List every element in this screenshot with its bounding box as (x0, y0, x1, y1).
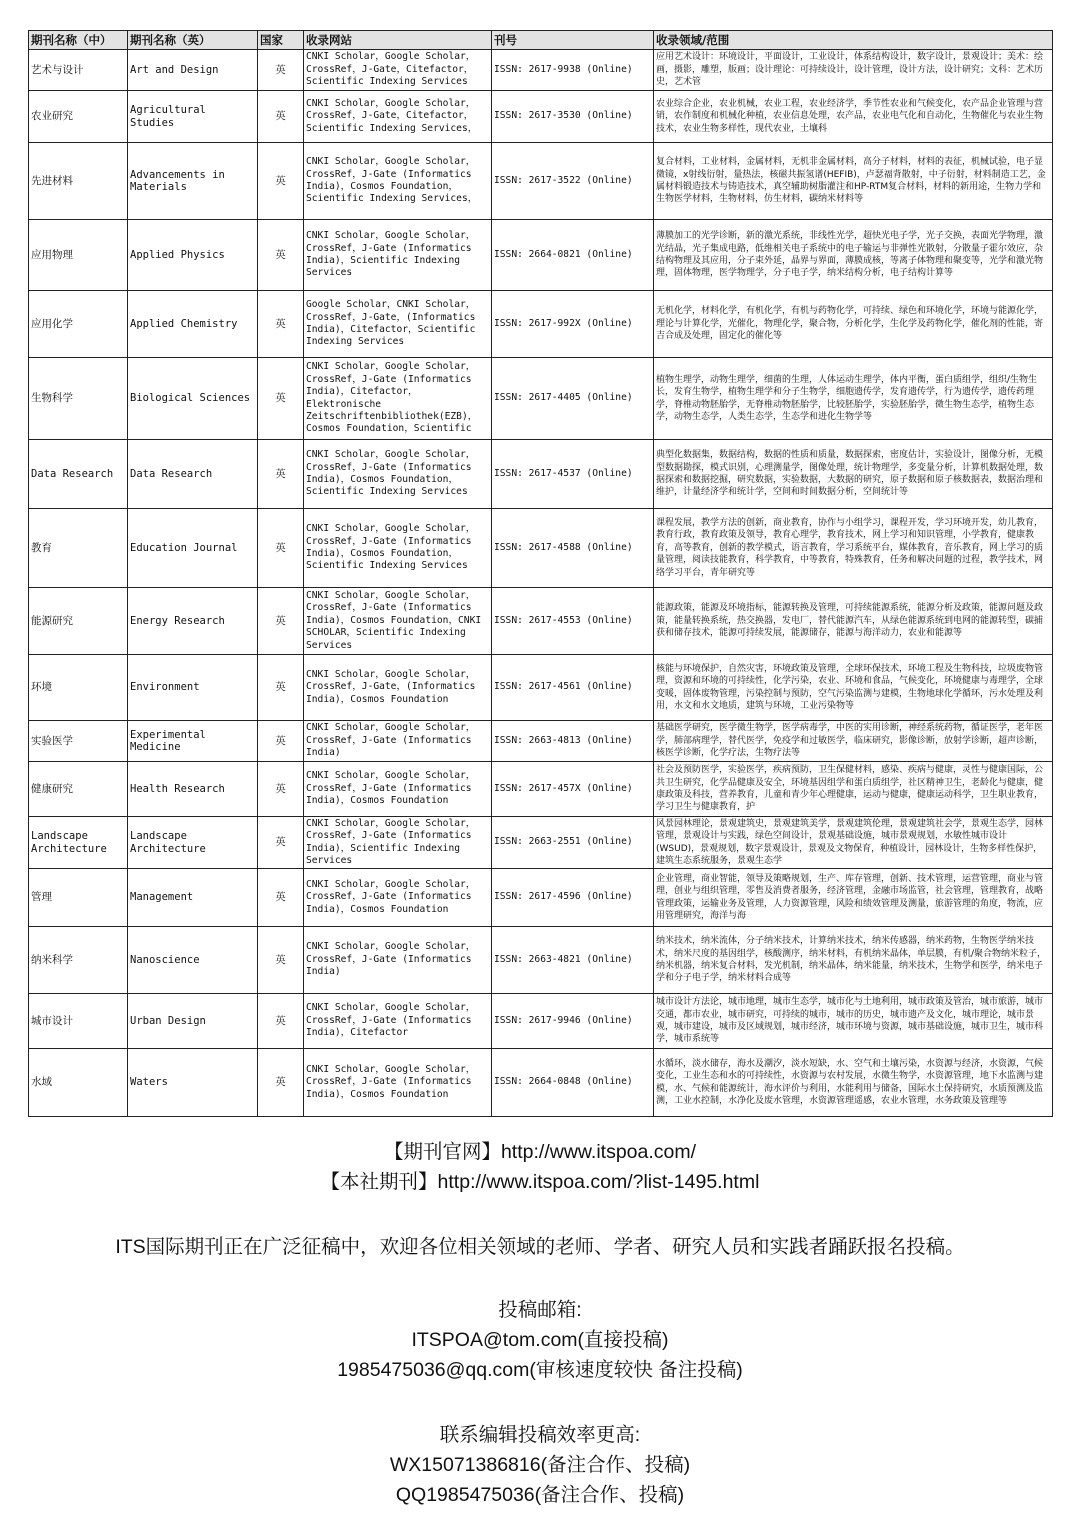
header-country: 国家 (258, 31, 304, 50)
cell-issn-text: ISSN: 2617-4537 (Online) (494, 467, 633, 479)
cell-scope (654, 762, 1053, 817)
cell-issn (492, 655, 654, 721)
cell-scope (654, 817, 1053, 869)
table-row (29, 817, 1053, 869)
footer-contact (0, 1420, 1080, 1510)
table-row (29, 869, 1053, 927)
cell-indexing-sites-text: CNKI Scholar，Google Scholar，CrossRef，J-Gate (Informatics India)，Scientific Indexing Services (306, 817, 476, 866)
cell-cn-name-text: 生物科学 (31, 392, 73, 405)
cell-country-text: 英 (275, 891, 286, 904)
cell-cn-name-text: 水域 (31, 1076, 52, 1089)
cell-indexing-sites (304, 817, 492, 869)
header-issn: 刊号 (492, 31, 654, 50)
cell-en-name (128, 50, 258, 91)
cell-indexing-sites (304, 762, 492, 817)
cell-cn-name-text: 能源研究 (31, 614, 73, 627)
cell-en-name-text: Energy Research (130, 614, 225, 627)
cell-country (258, 588, 304, 655)
cell-indexing-sites (304, 143, 492, 220)
cell-indexing-sites (304, 869, 492, 927)
cell-issn (492, 440, 654, 509)
cell-scope (654, 358, 1053, 440)
table-header-row (29, 31, 1053, 50)
cell-indexing-sites (304, 440, 492, 509)
cell-cn-name-text: 先进材料 (31, 174, 73, 187)
cell-indexing-sites (304, 509, 492, 588)
cell-scope (654, 994, 1053, 1049)
cell-cn-name (29, 588, 128, 655)
cell-indexing-sites-text: CNKI Scholar，Google Scholar，CrossRef，J-Gate (Informatics India) (306, 722, 476, 759)
cell-scope-text: 植物生理学，动物生理学，细菌的生理，人体运动生理学，体内平衡，蛋白质组学，组织/生物生长，发育生物学，植物生理学和分子生物学，细胞遗传学，发育遗传学，行为遗传学，遗传药理学，脊椎动物胚胎学，无脊椎动物胚胎学，比较胚胎学，实验胚胎学，微生物生态学，植物生态学，动物生态学，人类生态学，生态学和进化生物学等 (656, 374, 1038, 422)
cell-scope (654, 509, 1053, 588)
cell-scope (654, 440, 1053, 509)
cell-scope-text: 核能与环境保护，自然灾害，环境政策及管理，全球环保技术，环境工程及生物科技，垃圾废物管理，资源和环境的可持续性，化学污染，农业、环境和食品，气候变化，环境健康与毒理学，全球变暖，固体废物管理，污染控制与预防，空气污染监测与建模，生物地球化学循环，污水处理及利用，水文和水文地质，建筑与环境，工业污染物等 (656, 663, 1044, 711)
cell-country (258, 994, 304, 1049)
cell-cn-name-text: 环境 (31, 681, 52, 694)
cell-cn-name-text: Data Research (31, 467, 114, 480)
cell-indexing-sites-text: CNKI Scholar，Google Scholar，CrossRef，J-Gate (Informatics India)，Cosmos Foundation，CNKI SCHOLAR，Scientific Indexing Services (306, 589, 482, 651)
cell-en-name (128, 509, 258, 588)
cell-scope (654, 220, 1053, 291)
cell-indexing-sites (304, 994, 492, 1049)
cell-issn (492, 994, 654, 1049)
cell-country (258, 220, 304, 291)
cell-issn (492, 588, 654, 655)
cell-issn (492, 291, 654, 358)
cell-cn-name (29, 655, 128, 721)
table-row (29, 1049, 1053, 1117)
cell-indexing-sites (304, 291, 492, 358)
cell-scope-text: 企业管理，商业智能，领导及策略规划，生产、库存管理，创新、技术管理，运营管理，商业与管理，创业与组织管理，零售及消费者服务，经济管理，金融市场监管，社会管理，管理教育，战略管理政策，运输业务及管理，人力资源管理，风险和绩效管理及测量，旅游管理的角度，物流，应用管理研究，海洋与海 (656, 873, 1044, 921)
cell-scope (654, 291, 1053, 358)
cell-en-name (128, 1049, 258, 1117)
cell-scope (654, 91, 1053, 143)
cell-en-name (128, 994, 258, 1049)
cell-scope-text: 城市设计方法论，城市地理，城市生态学，城市化与土地利用，城市政策及管治，城市旅游，城市交通，都市农业，城市研究，可持续的城市，城市的历史，城市遗产及文化，城市理论，城市景观，城市建设，城市及区域规划，城市经济，城市环境与资源，城市基础设施，城市卫生，城市科学，城市系统等 (656, 997, 1044, 1045)
cell-indexing-sites-text: CNKI Scholar，Google Scholar，CrossRef，J-Gate (Informatics India)，Cosmos Foundation (306, 878, 476, 915)
cell-en-name-text: Biological Sciences (130, 392, 251, 405)
cell-scope-text: 典型化数据集，数据结构，数据的性质和质量，数据探索，密度估计，实验设计，图像分析，无模型数据勘探，模式识别，心理测量学，图像处理，统计物理学，多变量分析，计算机数据处理，数据探索和数据挖掘，研究数据，实验数据，大数据的研究，原子数据和原子核数据表，数据治理和维护，计量经济学和统计学，空间和时间数据分析，空间统计等 (656, 450, 1044, 498)
cell-country (258, 817, 304, 869)
cell-en-name-text: Landscape Architecture (130, 830, 206, 855)
cell-cn-name (29, 869, 128, 927)
cell-issn-text: ISSN: 2617-9946 (Online) (494, 1014, 633, 1026)
table-row (29, 50, 1053, 91)
cell-indexing-sites (304, 588, 492, 655)
table-row (29, 91, 1053, 143)
email-direct[interactable]: ITSPOA@tom.com(直接投稿) (411, 1329, 669, 1351)
cell-country-text: 英 (275, 953, 286, 966)
cell-country-text: 英 (275, 63, 286, 76)
contact-qq: QQ1985475036(备注合作、投稿) (395, 1484, 685, 1506)
cell-scope (654, 721, 1053, 762)
cell-indexing-sites-text: CNKI Scholar，Google Scholar，CrossRef，J-Gate，Citefactor，Scientific Indexing Services， (306, 97, 478, 134)
cell-issn-text: ISSN: 2617-3522 (Online) (494, 174, 633, 186)
cell-country-text: 英 (275, 614, 286, 627)
table-row (29, 143, 1053, 220)
cell-country (258, 721, 304, 762)
cell-country (258, 655, 304, 721)
cell-issn-text: ISSN: 2617-4588 (Online) (494, 541, 633, 553)
cell-en-name-text: Experimental Medicine (130, 728, 206, 753)
cell-country-text: 英 (275, 681, 286, 694)
cell-issn-text: ISSN: 2663-2551 (Online) (494, 836, 633, 848)
cell-cn-name-text: 城市设计 (31, 1014, 73, 1027)
table-row (29, 994, 1053, 1049)
official-site-link[interactable]: 【期刊官网】http://www.itspoa.com/ (383, 1141, 697, 1163)
cell-issn-text: ISSN: 2617-4553 (Online) (494, 614, 633, 626)
footer-email (0, 1295, 1080, 1385)
cell-en-name-text: Education Journal (130, 541, 238, 554)
table-row (29, 762, 1053, 817)
cell-country (258, 1049, 304, 1117)
cell-issn-text: ISSN: 2617-992X (Online) (494, 317, 633, 329)
cell-en-name (128, 440, 258, 509)
header-scope: 收录领域/范围 (654, 31, 1053, 50)
cell-indexing-sites (304, 927, 492, 994)
invitation-text: ITS国际期刊正在广泛征稿中，欢迎各位相关领域的老师、学者、研究人员和实践者踊跃报名投稿。 (115, 1236, 965, 1258)
cell-country (258, 869, 304, 927)
footer-invitation (0, 1232, 1080, 1262)
cell-cn-name (29, 762, 128, 817)
cell-issn (492, 721, 654, 762)
header-en-name: 期刊名称（英） (128, 31, 258, 50)
cell-country-text: 英 (275, 248, 286, 261)
cell-scope-text: 基础医学研究，医学微生物学，医学病毒学，中医的实用诊断，神经系统药物，循证医学，老年医学，肺部病理学，替代医学，免疫学和过敏医学，临床研究，影像诊断，放射学诊断，超声诊断，核医学诊断，化学疗法，生物疗法等 (656, 723, 1044, 759)
cell-cn-name-text: Landscape Architecture (31, 830, 107, 855)
cell-scope (654, 655, 1053, 721)
cell-scope (654, 1049, 1053, 1117)
cell-country-text: 英 (275, 317, 286, 330)
cell-indexing-sites (304, 721, 492, 762)
cell-en-name (128, 869, 258, 927)
cell-en-name-text: Nanoscience (130, 953, 200, 966)
cell-scope-text: 无机化学，材料化学，有机化学，有机与药物化学，可持续、绿色和环境化学，环境与能源化学，理论与计算化学，光催化，物理化学，聚合物，分析化学，生化学及药物化学，催化剂的性能，寄吉合成及处理，固定化的催化等 (656, 306, 1044, 342)
cell-issn (492, 817, 654, 869)
cell-country-text: 英 (275, 467, 286, 480)
cell-country-text: 英 (275, 734, 286, 747)
cell-country-text: 英 (275, 1014, 286, 1027)
cell-scope-text: 社会及预防医学，实验医学，疾病预防，卫生保健材料，感染、疾病与健康，灵性与健康国际，公共卫生研究，化学品健康及安全，环境基因组学和蛋白质组学，社区精神卫生，老龄化与健康，健康政策及科技，营养教育，儿童和青少年心理健康，运动与健康，健康运动科学，卫生职业教育，学习卫生与健康教育，护 (656, 765, 1044, 813)
cell-indexing-sites-text: CNKI Scholar，Google Scholar，CrossRef，J-Gate (Informatics India) (306, 941, 476, 978)
cell-cn-name (29, 817, 128, 869)
cell-en-name (128, 721, 258, 762)
cell-issn-text: ISSN: 2617-4405 (Online) (494, 392, 633, 404)
cell-issn-text: ISSN: 2617-457X (Online) (494, 782, 633, 794)
cell-issn (492, 509, 654, 588)
cell-scope (654, 869, 1053, 927)
cell-en-name (128, 588, 258, 655)
cell-scope (654, 50, 1053, 91)
cell-en-name-text: Management (130, 891, 194, 904)
cell-cn-name-text: 健康研究 (31, 782, 73, 795)
cell-en-name-text: Environment (130, 681, 200, 694)
cell-country-text: 英 (275, 392, 286, 405)
cell-country-text: 英 (275, 541, 286, 554)
cell-cn-name-text: 应用化学 (31, 317, 73, 330)
cell-indexing-sites (304, 50, 492, 91)
cell-en-name-text: Advancements in Materials (130, 168, 225, 193)
cell-indexing-sites-text: CNKI Scholar，Google Scholar，CrossRef，J-Gate (Informatics India)，Citefactor，Elektronische Zeitschriftenbibliothek(EZB)，Cosmos Foundation，Scientific (306, 361, 478, 435)
cell-scope-text: 风景园林理论，景观建筑史，景观建筑美学，景观建筑伦理，景观建筑社会学，景观生态学，园林管理，景观设计与实践，绿色空间设计，景观基础设施，城市景观规划，水敏性城市设计(WSUD)，景观规划，数字景观设计，景观及文物保育，种植设计，园林设计，生物多样性保护，建筑生态系统服务，景观生态学 (656, 818, 1044, 866)
header-cn-name: 期刊名称（中） (29, 31, 128, 50)
cell-scope-text: 能源政策，能源及环境指标，能源转换及管理，可持续能源系统，能源分析及政策，能源问题及政策，能量转换系统，热交换器，发电厂，替代能源汽车，从绿色能源系统到电网的能源转型，碳捕获和储存技术，能源可持续发展，能源储存，能源与海洋动力，农业和能源等 (656, 603, 1044, 639)
cell-issn (492, 869, 654, 927)
cell-cn-name (29, 994, 128, 1049)
cell-country (258, 509, 304, 588)
table-row (29, 220, 1053, 291)
cell-country (258, 91, 304, 143)
cell-en-name-text: Waters (130, 1076, 168, 1089)
cell-indexing-sites (304, 91, 492, 143)
email-title: 投稿邮箱: (498, 1299, 582, 1321)
cell-indexing-sites-text: CNKI Scholar，Google Scholar，CrossRef，J-Gate (Informatics India)，Cosmos Foundation，Scientific Indexing Services (306, 449, 476, 498)
journal-table-container (28, 30, 1052, 1117)
cell-indexing-sites (304, 1049, 492, 1117)
cell-country-text: 英 (275, 110, 286, 123)
cell-indexing-sites-text: CNKI Scholar，Google Scholar，CrossRef，J-Gate，Citefactor，Scientific Indexing Services (306, 51, 476, 88)
cell-issn (492, 358, 654, 440)
cell-en-name-text: Agricultural Studies (130, 104, 206, 129)
press-journals-link[interactable]: 【本社期刊】http://www.itspoa.com/?list-1495.html (320, 1171, 760, 1193)
cell-indexing-sites (304, 655, 492, 721)
cell-en-name (128, 762, 258, 817)
cell-scope-text: 纳米技术，纳米流体，分子纳米技术，计算纳米技术，纳米传感器，纳米药物，生物医学纳米技术，纳米尺度的基因组学，核酸测序，纳米材料，有机纳米晶体，单层膜，有机/聚合物纳米粒子，纳米机器，纳米复合材料，发光机制，纳米晶体，纳米能量，纳米技术，生物学和医学，纳米电子学和分子电子学，纳米材料合成等 (656, 936, 1047, 984)
cell-cn-name-text: 实验医学 (31, 734, 73, 747)
cell-scope-text: 复合材料，工业材料，金属材料，无机非金属材料，高分子材料，材料的表征，机械试验，电子显微镜，x射线衍射，量热法，核磁共振氢谱(HEFIB)，卢瑟福背散射，中子衍射，材料制造工艺，金属材料锻造技术与铸造技术，真空辅助树脂灌注和HP-RTM复合材料，材料的新用途，生物力学和生物医学材料，生物材料，仿生材料，碳纳米材料等 (656, 157, 1046, 205)
cell-country-text: 英 (275, 1076, 286, 1089)
cell-scope-text: 农业综合企业，农业机械，农业工程，农业经济学，季节性农业和气候变化，农产品企业管理与营销，农作制度和机械化种植，农业信息处理，农产品，农业电气化和自动化，生物催化与农业生物技术，农业生物多样性，现代农业，土壤科 (656, 98, 1044, 134)
table-row (29, 655, 1053, 721)
cell-issn-text: ISSN: 2664-0848 (Online) (494, 1076, 633, 1088)
cell-indexing-sites (304, 220, 492, 291)
cell-en-name-text: Data Research (130, 467, 213, 480)
cell-en-name (128, 143, 258, 220)
cell-issn-text: ISSN: 2617-9938 (Online) (494, 63, 633, 75)
cell-scope (654, 588, 1053, 655)
cell-country (258, 927, 304, 994)
cell-scope (654, 927, 1053, 994)
cell-issn-text: ISSN: 2617-4561 (Online) (494, 681, 633, 693)
cell-issn (492, 91, 654, 143)
table-row (29, 440, 1053, 509)
cell-cn-name (29, 509, 128, 588)
cell-country-text: 英 (275, 782, 286, 795)
cell-indexing-sites-text: CNKI Scholar，Google Scholar，CrossRef，J-Gate (Informatics India)，Cosmos Foundation (306, 1063, 476, 1100)
contact-title: 联系编辑投稿效率更高: (439, 1424, 641, 1446)
cell-indexing-sites-text: CNKI Scholar，Google Scholar，CrossRef，J-Gate (Informatics India)，Cosmos Foundation (306, 770, 476, 807)
cell-en-name-text: Applied Chemistry (130, 317, 238, 330)
cell-en-name (128, 927, 258, 994)
cell-cn-name-text: 教育 (31, 541, 52, 554)
cell-issn (492, 927, 654, 994)
cell-en-name (128, 817, 258, 869)
cell-cn-name-text: 应用物理 (31, 248, 73, 261)
cell-issn (492, 143, 654, 220)
cell-cn-name-text: 艺术与设计 (31, 63, 84, 76)
cell-cn-name-text: 农业研究 (31, 110, 73, 123)
cell-issn (492, 220, 654, 291)
cell-cn-name (29, 1049, 128, 1117)
cell-en-name-text: Applied Physics (130, 248, 225, 261)
cell-indexing-sites-text: CNKI Scholar，Google Scholar，CrossRef，J-Gate (Informatics India)，Citefactor (306, 1002, 476, 1039)
journal-table-body (29, 50, 1053, 1117)
email-qq[interactable]: 1985475036@qq.com(审核速度较快 备注投稿) (337, 1359, 743, 1381)
cell-cn-name-text: 管理 (31, 891, 52, 904)
table-row (29, 509, 1053, 588)
cell-cn-name-text: 纳米科学 (31, 953, 73, 966)
cell-en-name (128, 91, 258, 143)
cell-country-text: 英 (275, 836, 286, 849)
cell-country (258, 762, 304, 817)
cell-scope-text: 水循环，淡水储存，海水及潮汐，淡水短缺，水、空气和土壤污染，水资源与经济，水资源，气候变化，工业生态和水的可持续性，水资源与农村发展，水微生物学，水资源管理，地下水监测与建模，水、气候和能源统计，海水评价与利用，水能利用与储备，国际水土保持研究，水质预测及监测，工业水控制，水净化及废水管理，水资源管理遥感，农业水管理，水务政策及管理等 (656, 1058, 1044, 1106)
cell-country (258, 143, 304, 220)
cell-issn (492, 762, 654, 817)
cell-en-name (128, 220, 258, 291)
cell-issn (492, 50, 654, 91)
cell-en-name-text: Urban Design (130, 1014, 206, 1027)
cell-scope-text: 课程发展，教学方法的创新，商业教育，协作与小组学习，课程开发，学习环境开发，幼儿教育，教育行政，教育政策及领导，教育心理学，教育技术，网上学习和知识管理，小学教育，健康教育，高等教育，创新的教学模式，语言教育，学习系统平台，媒体教育，音乐教育，网上学习的质量管理，阅读技能教育，科学教育，中等教育，特殊教育，任务和解决问题的过程，教学技术，网络学习平台，青年研究等 (656, 517, 1044, 578)
cell-scope (654, 143, 1053, 220)
cell-scope-text: 应用艺术设计：环境设计，平面设计，工业设计，体系结构设计，数字设计，景观设计；美术：绘画，摄影，雕塑，版画；设计理论：可持续设计，设计管理，设计方法，设计研究；文科：艺术历史，艺术管 (656, 52, 1044, 88)
cell-country (258, 50, 304, 91)
cell-country (258, 291, 304, 358)
table-row (29, 927, 1053, 994)
header-indexing-sites: 收录网站 (304, 31, 492, 50)
cell-en-name (128, 358, 258, 440)
table-row (29, 721, 1053, 762)
cell-cn-name (29, 291, 128, 358)
cell-indexing-sites (304, 358, 492, 440)
contact-wechat: WX15071386816(备注合作、投稿) (389, 1454, 691, 1476)
cell-cn-name (29, 927, 128, 994)
cell-issn (492, 1049, 654, 1117)
cell-cn-name (29, 143, 128, 220)
cell-indexing-sites-text: Google Scholar，CNKI Scholar，CrossRef，J-Gate，(Informatics India)，Citefactor，Scientific Indexing Services (306, 299, 476, 348)
cell-cn-name (29, 220, 128, 291)
cell-country (258, 440, 304, 509)
cell-issn-text: ISSN: 2617-4596 (Online) (494, 891, 633, 903)
table-row (29, 291, 1053, 358)
cell-issn-text: ISSN: 2664-0821 (Online) (494, 248, 633, 260)
cell-en-name-text: Art and Design (130, 63, 219, 76)
cell-issn-text: ISSN: 2663-4821 (Online) (494, 953, 633, 965)
cell-indexing-sites-text: CNKI Scholar，Google Scholar，CrossRef，J-Gate，(Informatics India)，Cosmos Foundation (306, 668, 476, 705)
cell-indexing-sites-text: CNKI Scholar，Google Scholar，CrossRef，J-Gate (Informatics India)，Cosmos Foundation，Scientific Indexing Services (306, 523, 476, 572)
table-row (29, 358, 1053, 440)
footer-links (0, 1137, 1080, 1197)
cell-issn-text: ISSN: 2617-3530 (Online) (494, 110, 633, 122)
cell-cn-name (29, 50, 128, 91)
cell-indexing-sites-text: CNKI Scholar，Google Scholar，CrossRef，J-Gate (Informatics India)，Cosmos Foundation，Scientific Indexing Services， (306, 156, 478, 205)
cell-cn-name (29, 91, 128, 143)
cell-cn-name (29, 358, 128, 440)
cell-cn-name (29, 440, 128, 509)
cell-cn-name (29, 721, 128, 762)
cell-indexing-sites-text: CNKI Scholar，Google Scholar，CrossRef，J-Gate (Informatics India)，Scientific Indexing Services (306, 230, 476, 279)
cell-country (258, 358, 304, 440)
cell-en-name (128, 291, 258, 358)
cell-scope-text: 薄膜加工的光学诊断，新的激光系统，非线性光学，超快光电子学，光子交换，表面光学物理，激光结晶，光子集成电路，低维相关电子系统中的电子输运与非弹性光散射，分散量子霍尔效应，杂结构物理及其应用，分子束外延，晶界与界面，薄膜成核，等离子体物理和聚变等，光学和激光物理，固体物理，医学物理学，分子电子学，纳米结构分析，电子结构计算等 (656, 231, 1044, 279)
cell-en-name-text: Health Research (130, 782, 225, 795)
table-row (29, 588, 1053, 655)
cell-issn-text: ISSN: 2663-4813 (Online) (494, 734, 633, 746)
cell-en-name (128, 655, 258, 721)
cell-country-text: 英 (275, 174, 286, 187)
journal-table (28, 30, 1053, 1117)
